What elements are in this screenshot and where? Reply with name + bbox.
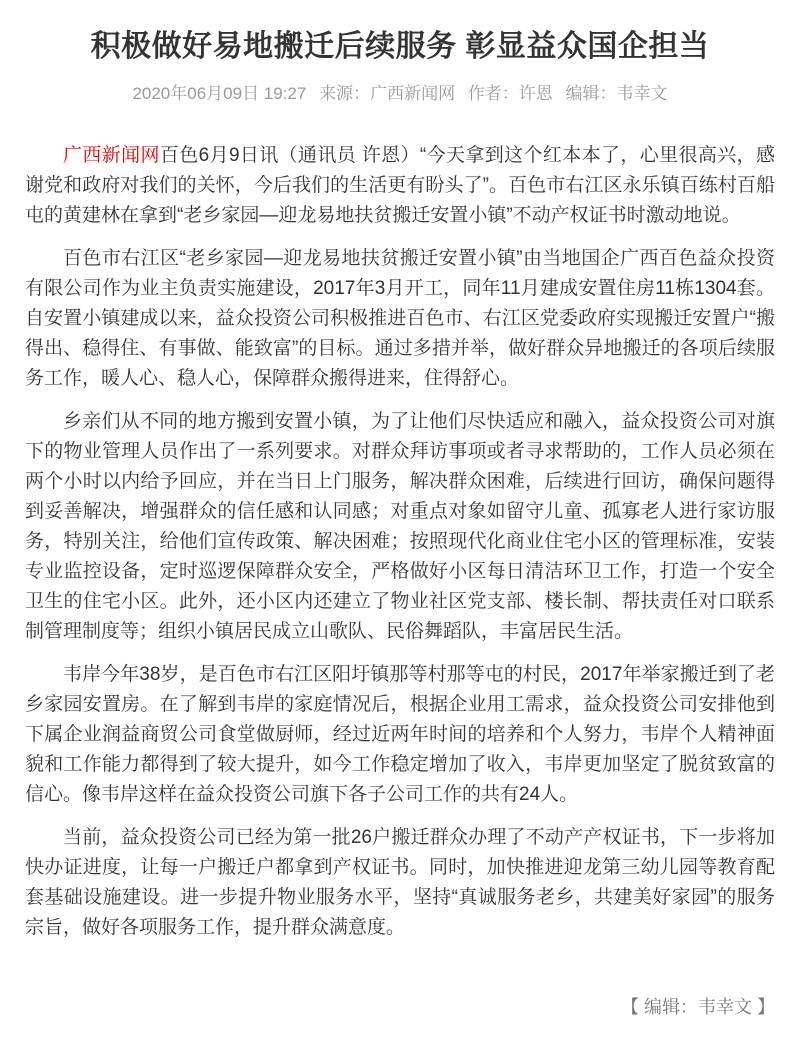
paragraph-1 [25,141,775,231]
paragraph-2: 百色市右江区“老乡家园—迎龙易地扶贫搬迁安置小镇”由当地国企广西百色益众投资有限公司作为业主负责实施建设，2017年3月开工，同年11月建成安置住房11栋1304套。自安置小镇建成以来，益众投资公司积极推进百色市、右江区党委政府实现搬迁安置户“搬得出、稳得住、有事做、能致富”的目标。通过多措并举，做好群众异地搬迁的各项后续服务工作，暖人心、稳人心，保障群众搬得进来，住得舒心。 [25,248,775,390]
paragraph-4: 韦岸今年38岁，是百色市右江区阳圩镇那等村那等屯的村民，2017年举家搬迁到了老乡家园安置房。在了解到韦岸的家庭情况后，根据企业用工需求，益众投资公司安排他到下属企业润益商贸公司食堂做厨师，经过近两年时间的培养和个人努力，韦岸个人精神面貌和工作能力都得到了较大提升，如今工作稳定增加了收入，韦岸更加坚定了脱贫致富的信心。像韦岸这样在益众投资公司旗下各子公司工作的共有24人。 [25,664,775,806]
paragraph-5: 当前，益众投资公司已经为第一批26户搬迁群众办理了不动产产权证书，下一步将加快办证进度，让每一户搬迁户都拿到产权证书。同时，加快推进迎龙第三幼儿园等教育配套基础设施建设。进一步提升物业服务水平，坚持“真诚服务老乡，共建美好家园”的服务宗旨，做好各项服务工作，提升群众满意度。 [25,827,775,939]
article-meta [25,82,775,106]
article-body [25,141,775,1020]
source-site-link[interactable]: 广西新闻网 [63,145,160,167]
author-label: 作者：许恩 [467,83,553,103]
publish-datetime: 2020年06月09日 19:27 [132,83,307,103]
paragraph-3: 乡亲们从不同的地方搬到安置小镇，为了让他们尽快适应和融入，益众投资公司对旗下的物业管理人员作出了一系列要求。对群众拜访事项或者寻求帮助的，工作人员必须在两个小时以内给予回应，并在当日上门服务，解决群众困难，后续进行回访，确保问题得到妥善解决，增强群众的信任感和认同感；对重点对象如留守儿童、孤寡老人进行家访服务，特别关注，给他们宣传政策、解决困难；按照现代化商业住宅小区的管理标准，安装专业监控设备，定时巡逻保障群众安全，严格做好小区每日清洁环卫工作，打造一个安全卫生的住宅小区。此外，还小区内还建立了物业社区党支部、楼长制、帮扶责任对口联系制管理制度等；组织小镇居民成立山歌队、民俗舞蹈队，丰富居民生活。 [25,411,775,643]
editor-credit: 【 编辑：韦幸文 】 [620,997,775,1018]
article-title: 积极做好易地搬迁后续服务 彰显益众国企担当 [90,30,710,63]
source-label: 来源：广西新闻网 [319,83,456,103]
paragraph-1-text: 百色6月9日讯（通讯员 许恩）“今天拿到这个红本本了，心里很高兴，感谢党和政府对我们的关怀，今后我们的生活更有盼头了”。百色市右江区永乐镇百练村百船屯的黄建林在拿到“老乡家园—迎龙易地扶贫搬迁安置小镇”不动产权证书时激动地说。 [25,145,775,227]
editor-label: 编辑：韦幸文 [565,83,668,103]
